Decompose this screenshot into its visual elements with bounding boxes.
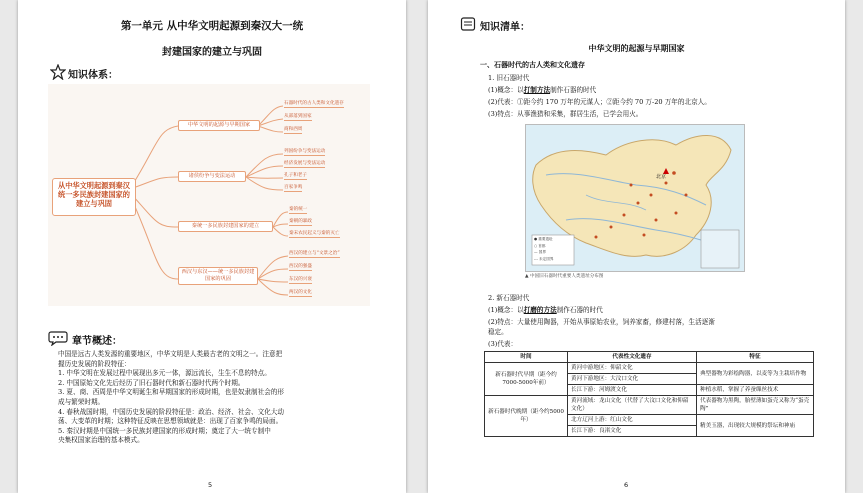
mindmap-branch-2: 诸侯纷争与变法运动 — [178, 171, 246, 182]
knowledge-system-label: 知识体系： — [68, 70, 118, 81]
table-row — [485, 363, 814, 374]
table-header-row — [485, 352, 814, 363]
overview-line: 5. 秦汉时期是中国统一多民族封建国家的形成时期；奠定了大一统专制中 — [58, 426, 271, 435]
overview-line: 成与繁荣时期。 — [58, 397, 105, 406]
mindmap-leaf: 西汉的建立与“文景之治” — [289, 251, 340, 256]
subtitle: 封建国家的建立与巩固 — [162, 47, 262, 58]
mindmap-branch-3: 秦统一多民族封建国家的建立 — [178, 221, 273, 232]
mindmap-leaf: 商和西周 — [284, 127, 303, 132]
sub-heading: 一、石器时代的古人类和文化遗存 — [480, 60, 585, 69]
mindmap-leaf: 经济发展与变法运动 — [284, 161, 326, 166]
table-cell-feature: 典型器物为彩绘陶器，以麦等为主栽培作物 — [697, 363, 814, 385]
book-icon — [460, 16, 476, 32]
page-number: 6 — [624, 481, 629, 489]
mindmap-leaf: 秦末农民起义与秦的灭亡 — [289, 231, 340, 236]
mindmap-leaf: 从部落到国家 — [284, 114, 312, 119]
overview-line: 4. 春秋战国时期，中国历史发展的阶段特征是：政治、经济、社会、文化大动 — [58, 407, 284, 416]
page-6 — [428, 0, 845, 493]
unit-title: 第一单元 从中华文明起源到秦汉大一统 — [120, 20, 304, 32]
china-map-drawing — [526, 125, 744, 271]
overview-line: 2. 中国原始文化先后经历了旧石器时代和新石器时代两个时期。 — [58, 378, 245, 387]
neolithic-title: 2. 新石器时代 — [488, 294, 530, 302]
neolithic-rep-label: (3)代表： — [488, 340, 518, 348]
mindmap-leaf: 百家争鸣 — [284, 185, 303, 190]
page-number: 5 — [208, 481, 213, 489]
overview-line: 荡、大变革的时期；这种特征反映在思想领域就是：出现了百家争鸣的局面。 — [58, 417, 283, 426]
mindmap-leaf: 秦朝的暴政 — [289, 219, 312, 224]
mindmap-leaf: 孔子和老子 — [284, 173, 307, 178]
mindmap-leaf: 两汉的文化 — [289, 290, 312, 295]
overview-line: 3. 夏、商、西周是中华文明诞生和早期国家的形成时期，也是奴隶制社会的形 — [58, 388, 284, 397]
paleolithic-concept: (1)概念：以打制方法制作石器的时代 — [488, 86, 597, 94]
mindmap-leaf: 列国纷争与变法运动 — [284, 149, 326, 154]
map-caption: ▲ 中国旧石器时代重要人类遗址分布图 — [525, 274, 604, 279]
paleolithic-feature: (3)特点：从事渔猎和采集，群居生活，已学会用火。 — [488, 110, 643, 118]
mindmap-leaf: 石器时代的古人类和文化遗存 — [284, 101, 344, 106]
table-cell-culture: 黄河下游地区：大汶口文化 — [568, 374, 697, 385]
star-icon — [50, 64, 66, 80]
page-5 — [18, 0, 406, 493]
overview-text — [58, 350, 388, 446]
table-cell-culture: 北方辽河上游：红山文化 — [568, 415, 697, 426]
neolithic-concept: (1)概念：以打磨的方法制作石器的时代 — [488, 306, 603, 314]
mindmap-leaf: 西汉的强盛 — [289, 264, 312, 269]
speech-bubble-icon — [48, 330, 68, 346]
paleolithic-title: 1. 旧石器时代 — [488, 74, 530, 82]
overview-line: 中国是远古人类发源的重要地区，中华文明是人类最古老的文明之一。注意把 — [58, 350, 283, 358]
table-header: 代表性文化遗存 — [568, 352, 697, 363]
map-label-beijing: 北京 — [656, 174, 667, 180]
mindmap — [48, 84, 370, 306]
table-cell-feature: 种植水稻，掌握了养蚕缫丝技术 — [697, 385, 814, 396]
neolithic-table — [484, 351, 814, 437]
table-header: 特征 — [697, 352, 814, 363]
mindmap-center: 从中华文明起源到秦汉统一多民族封建国家的建立与巩固 — [52, 178, 136, 216]
knowledge-list-label: 知识清单： — [480, 22, 530, 33]
table-cell-time: 新石器时代早期（距今约7000-5000年前） — [485, 363, 568, 396]
table-cell-time: 新石器时代晚期（距今约5000年） — [485, 396, 568, 437]
table-cell-culture: 长江下游：良渚文化 — [568, 426, 697, 437]
overview-line: 央集权国家治理的基本模式。 — [58, 436, 144, 445]
table-cell-feature: 精美玉器，出现较大规模的祭坛和神庙 — [697, 415, 814, 437]
table-cell-culture: 长江下游：河姆渡文化 — [568, 385, 697, 396]
table-cell-feature: 代表器物为黑陶，胎壁薄如蛋壳又称为“蛋壳陶” — [697, 396, 814, 415]
overview-line: 1. 中华文明在发展过程中展现出多元一体，源远流长，生生不息的特点。 — [58, 369, 271, 378]
paleolithic-key-term: 打制方法 — [523, 86, 551, 94]
mindmap-leaf: 东汉的兴衰 — [289, 277, 312, 282]
china-map — [525, 124, 745, 272]
table-header: 时间 — [485, 352, 568, 363]
section-title: 中华文明的起源与早期国家 — [588, 44, 685, 53]
chapter-overview-label: 章节概述： — [72, 336, 122, 347]
overview-line: 握历史发展的阶段特征： — [58, 359, 131, 368]
mindmap-branch-1: 中华文明的起源与早期国家 — [178, 120, 260, 131]
table-row — [485, 396, 814, 415]
map-legend: ● 重要遗址 ○ 首都 — 国界 --- 未定国界 — [534, 237, 554, 261]
neolithic-feature-line: (2)特点：大量使用陶器，开始从事原始农业，饲养家畜，修建村落，生活逐渐 — [488, 318, 715, 326]
paleolithic-rep: (2)代表：①距今约 170 万年的元谋人；②距今约 70 万-20 万年的北京人。 — [488, 98, 711, 106]
mindmap-leaf: 秦的统一 — [289, 207, 308, 212]
neolithic-feature-line: 稳定。 — [488, 328, 508, 336]
neolithic-key-term: 打磨的方法 — [523, 306, 557, 314]
table-cell-culture: 黄河中游地区：仰韶文化 — [568, 363, 697, 374]
table-cell-culture: 黄河流域：龙山文化（代替了大汶口文化和仰韶文化） — [568, 396, 697, 415]
mindmap-branch-4: 西汉与东汉——统一多民族封建国家的巩固 — [178, 267, 258, 285]
